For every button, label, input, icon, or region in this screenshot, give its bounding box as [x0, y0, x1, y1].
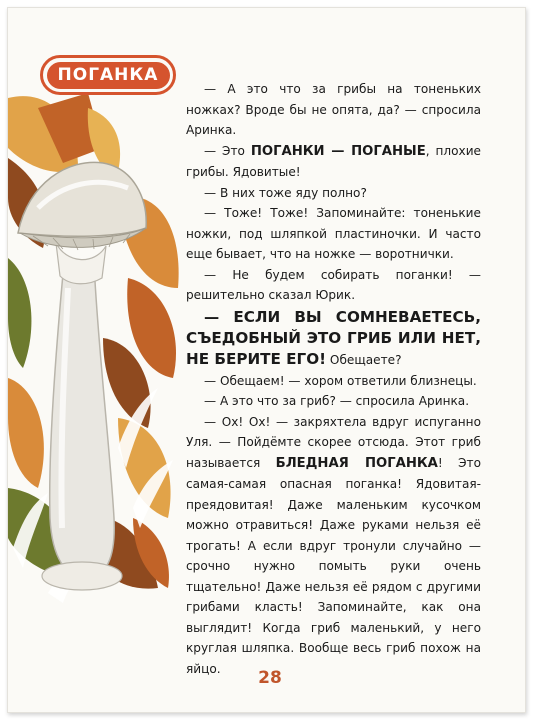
mushroom-ring [56, 243, 106, 284]
paragraph: — А это что за гриб? — спросила Аринка. [204, 394, 470, 408]
paragraph: — Не будем собирать поганки! — решительно сказал Юрик. [186, 267, 481, 302]
page-number: 28 [258, 668, 282, 688]
mushroom-icon [8, 88, 183, 608]
paragraph: — Тоже! Тоже! Запоминайте: тоненькие ножки, под шляпкой пластиночки. И часто еще бывает, что на ножке — воротнички. [186, 206, 481, 261]
leaf-icon [8, 378, 44, 488]
paragraph: — А это что за грибы на тоненьких ножках? Вроде бы не опята, да? — спросила Аринка. [186, 82, 481, 137]
emphasis: ПОГАНКИ — ПОГАНЫЕ [250, 143, 426, 159]
section-title-badge [40, 55, 176, 95]
mushroom-cap [18, 162, 146, 236]
emphasis: БЛЕДНАЯ ПОГАНКА [275, 455, 438, 471]
leaf-icon [8, 258, 31, 368]
book-page [7, 7, 526, 713]
section-title: ПОГАНКА [47, 62, 170, 89]
paragraph: — Обещаем! — хором ответили близнецы. [204, 373, 477, 388]
paragraph: — Это ПОГАНКИ — ПОГАНЫЕ, плохие грибы. Ядовитые! [186, 143, 481, 179]
paragraph: — В них тоже яду полно? [204, 185, 367, 200]
mushroom-stem [50, 263, 115, 578]
warning-paragraph: — ЕСЛИ ВЫ СОМНЕВАЕТЕСЬ, СЪЕДОБНЫЙ ЭТО ГРИБ ИЛИ НЕТ, НЕ БЕРИТЕ ЕГО! Обещаете? [186, 307, 481, 368]
paragraph: — Ох! Ох! — закряхтела вдруг испуганно Уля. — Пойдёмте скорее отсюда. Этот гриб называется БЛЕДНАЯ ПОГАНКА! Это самая-самая опасная поганка! Ядовитая-преядовитая! Даже маленьким кусочком можно отравиться! Даже руками нельзя её трогать! А если вдруг тронули случайно — срочно нужно помыть руки очень тщательно! Даже нельзя её рядом с другими грибами класть! Запоминайте, как она выглядит! Когда гриб маленький, у него круглая шляпка. Вообще весь гриб похож на яйцо. [186, 414, 481, 676]
story-text [186, 79, 481, 679]
